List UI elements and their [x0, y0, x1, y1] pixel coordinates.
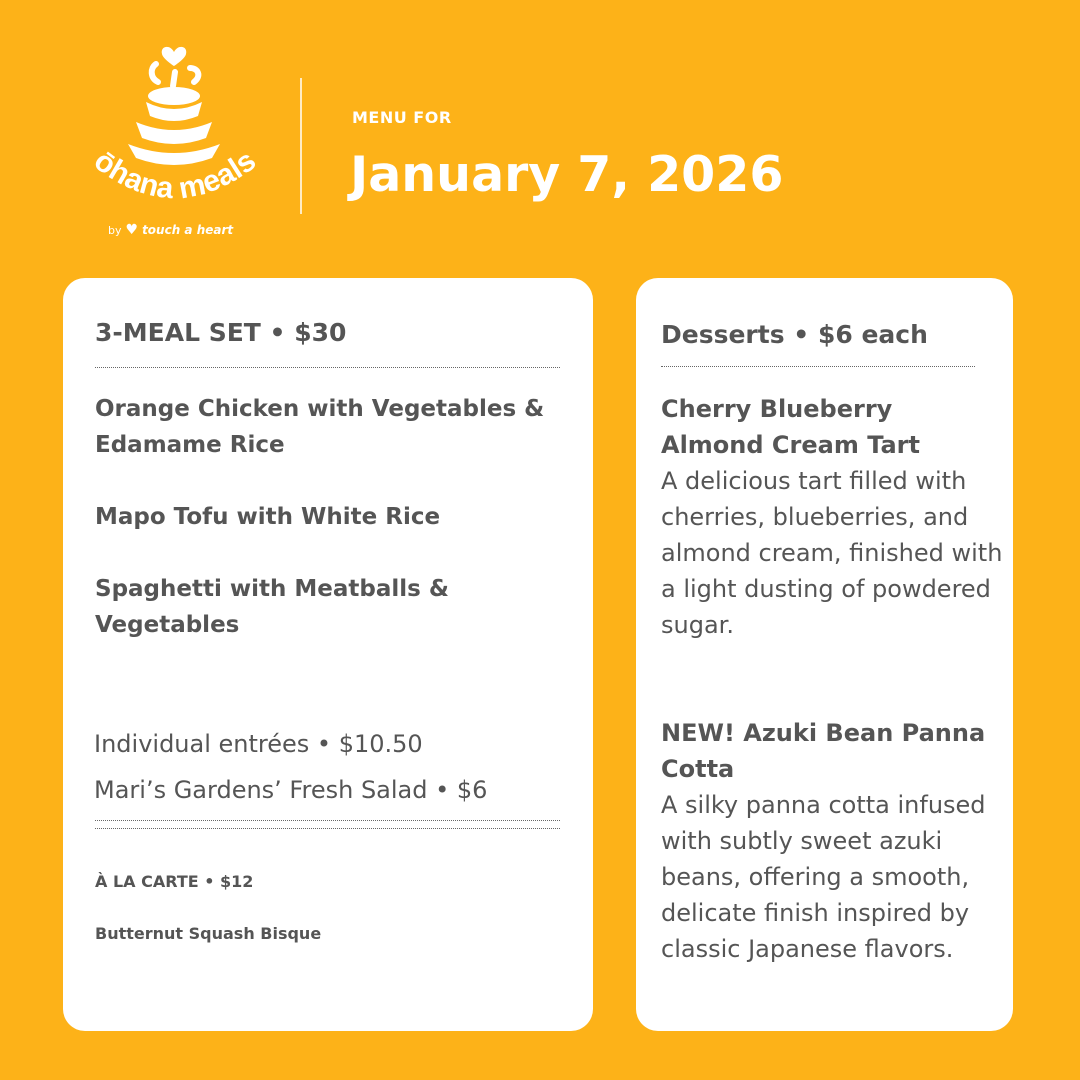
- dotted-divider: [95, 828, 560, 829]
- svg-text:ōhana meals: [88, 144, 262, 206]
- heart-icon: ♥: [125, 222, 139, 238]
- dotted-divider: [95, 820, 560, 821]
- menu-date: January 7, 2026: [350, 146, 784, 203]
- desserts-heading: Desserts • $6 each: [661, 320, 928, 349]
- dessert-description: A delicious tart filled with cherries, blueberries, and almond cream, finished with a light dusting of powdered sugar.: [661, 467, 1003, 639]
- meal-set-heading: 3-MEAL SET • $30: [95, 318, 347, 347]
- meal-item: Mapo Tofu with White Rice: [95, 504, 441, 530]
- byline-brand: touch a heart: [142, 223, 234, 237]
- dessert-description: A silky panna cotta infused with subtly sweet azuki beans, offering a smooth, delicate finish inspired by classic Japanese flavors.: [661, 791, 986, 963]
- dessert-name: NEW! Azuki Bean Panna Cotta: [661, 719, 986, 783]
- byline-prefix: by: [108, 223, 122, 237]
- header-divider: [300, 78, 302, 214]
- meal-item: Spaghetti with Meatballs & Vegetables: [95, 576, 449, 638]
- byline: [108, 222, 248, 238]
- salad-price: Mari’s Gardens’ Fresh Salad • $6: [94, 776, 488, 804]
- dessert-name: Cherry Blueberry Almond Cream Tart: [661, 395, 920, 459]
- ohana-meals-logo: [78, 38, 278, 243]
- a-la-carte-item: Butternut Squash Bisque: [95, 924, 322, 943]
- menu-for-label: MENU FOR: [352, 108, 452, 127]
- meal-item: Orange Chicken with Vegetables & Edamame Rice: [95, 396, 545, 458]
- individual-entrees-price: Individual entrées • $10.50: [94, 730, 423, 758]
- a-la-carte-heading: À LA CARTE • $12: [95, 872, 254, 891]
- logo-text: ōhana meals: [87, 143, 262, 206]
- desserts-card: [636, 278, 1013, 1031]
- meal-set-card: [63, 278, 593, 1031]
- dotted-divider: [661, 366, 975, 367]
- dotted-divider: [95, 367, 560, 368]
